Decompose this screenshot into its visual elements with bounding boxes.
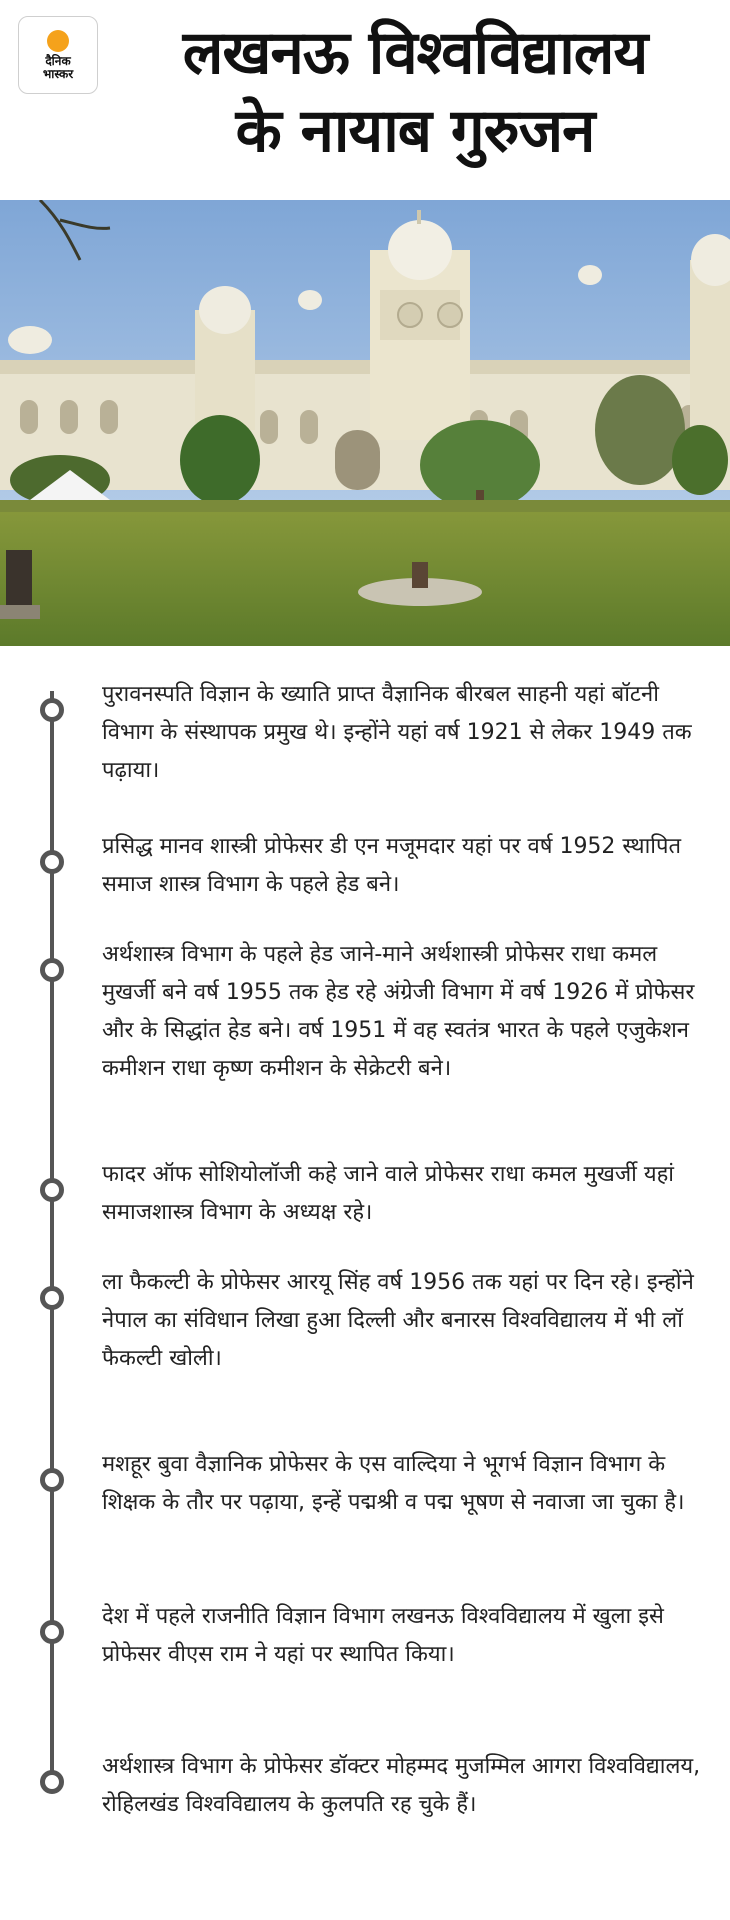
university-photo bbox=[0, 200, 730, 646]
page-title bbox=[110, 14, 720, 170]
sun-icon bbox=[47, 30, 69, 52]
title-line-2: के नायाब गुरुजन bbox=[235, 96, 595, 166]
timeline-bullet-icon bbox=[40, 958, 64, 982]
fact-text: देश में पहले राजनीति विज्ञान विभाग लखनऊ विश्वविद्यालय में खुला इसे प्रोफेसर वीएस राम ने यहां पर स्थापित किया। bbox=[102, 1604, 664, 1667]
timeline-bullet-icon bbox=[40, 850, 64, 874]
fact-text: प्रसिद्ध मानव शास्त्री प्रोफेसर डी एन मजूमदार यहां पर वर्ष 1952 स्थापित समाज शास्त्र विभाग के पहले हेड बने। bbox=[102, 834, 682, 897]
fact-text: अर्थशास्त्र विभाग के पहले हेड जाने-माने अर्थशास्त्री प्रोफेसर राधा कमल मुखर्जी बने वर्ष 1955 तक हेड रहे अंग्रेजी विभाग में वर्ष 1926 में प्रोफेसर और के सिद्धांत हेड बने। वर्ष 1951 में वह स्वतंत्र भारत के पहले एजुकेशन कमीशन राधा कृष्ण कमीशन के सेक्रेटरी बने। bbox=[102, 942, 695, 1081]
fact-text: फादर ऑफ सोशियोलॉजी कहे जाने वाले प्रोफेसर राधा कमल मुखर्जी यहां समाजशास्त्र विभाग के अध्यक्ष रहे। bbox=[102, 1162, 674, 1225]
dainik-bhaskar-logo bbox=[18, 16, 98, 94]
timeline-bullet-icon bbox=[40, 698, 64, 722]
timeline-bullet-icon bbox=[40, 1178, 64, 1202]
fact-text: पुरावनस्पति विज्ञान के ख्याति प्राप्त वैज्ञानिक बीरबल साहनी यहां बॉटनी विभाग के संस्थापक प्रमुख थे। इन्होंने यहां वर्ष 1921 से लेकर 1949 तक पढ़ाया। bbox=[102, 682, 692, 783]
logo-text-line2: भास्कर bbox=[42, 66, 74, 81]
timeline-bullet-icon bbox=[40, 1620, 64, 1644]
timeline-bullet-icon bbox=[40, 1468, 64, 1492]
fact-text: ला फैकल्टी के प्रोफेसर आरयू सिंह वर्ष 1956 तक यहां पर दिन रहे। इन्होंने नेपाल का संविधान लिखा हुआ दिल्ली और बनारस विश्वविद्यालय में भी लॉ फैकल्टी खोली। bbox=[102, 1270, 694, 1371]
title-line-1: लखनऊ विश्वविद्यालय bbox=[182, 18, 648, 88]
fact-text: मशहूर बुवा वैज्ञानिक प्रोफेसर के एस वाल्दिया ने भूगर्भ विज्ञान विभाग के शिक्षक के तौर पर पढ़ाया, इन्हें पद्मश्री व पद्म भूषण से नवाजा जा चुका है। bbox=[102, 1452, 685, 1515]
timeline-bullet-icon bbox=[40, 1286, 64, 1310]
fact-text: अर्थशास्त्र विभाग के प्रोफेसर डॉक्टर मोहम्मद मुजम्मिल आगरा विश्वविद्यालय, रोहिलखंड विश्वविद्यालय के कुलपति रह चुके हैं। bbox=[102, 1754, 701, 1817]
header bbox=[0, 0, 730, 200]
timeline-bullet-icon bbox=[40, 1770, 64, 1794]
facts-timeline bbox=[0, 646, 730, 1920]
logo-text-line1: दैनिक bbox=[45, 53, 71, 68]
